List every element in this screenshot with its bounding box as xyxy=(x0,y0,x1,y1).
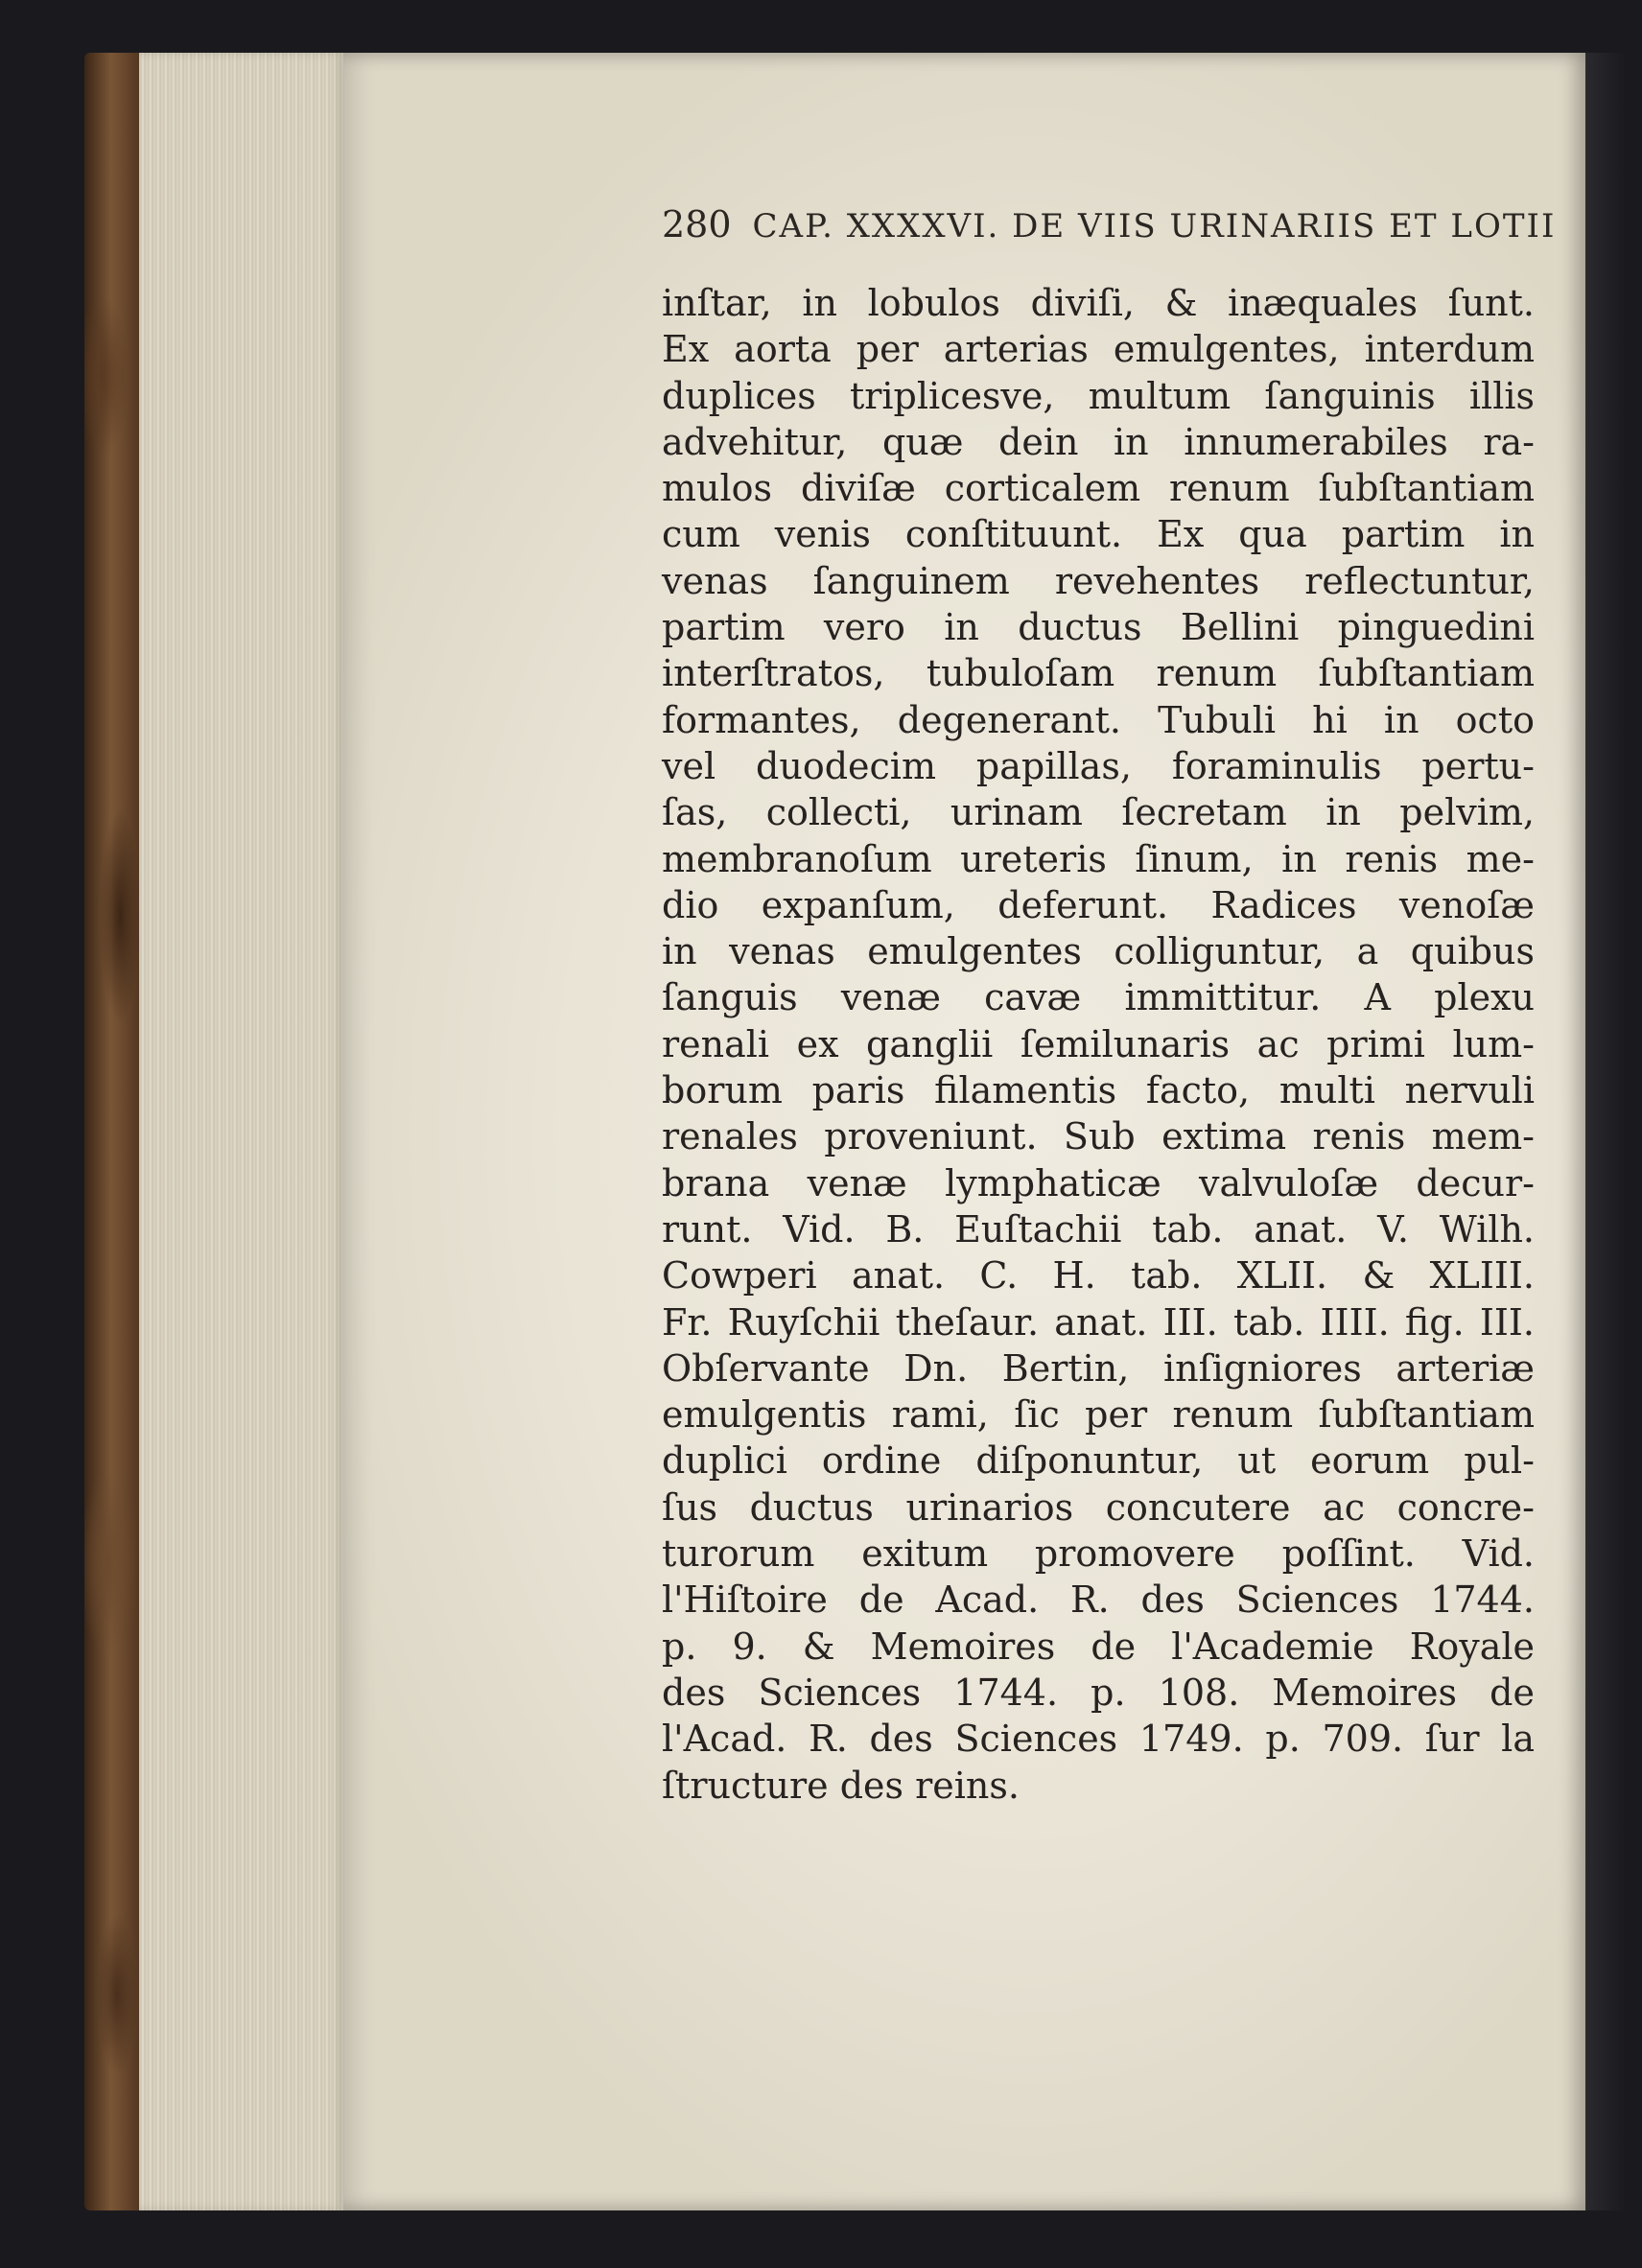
text-line: mulos diviſæ corticalem renum ſubſtantiam xyxy=(662,467,1535,510)
text-line: duplici ordine diſponuntur, ut eorum pul- xyxy=(662,1439,1535,1483)
text-line: advehitur, quæ dein in innumerabiles ra- xyxy=(662,420,1535,463)
text-line: brana venæ lymphaticæ valvuloſæ decur- xyxy=(662,1161,1535,1204)
text-line: in venas emulgentes colliguntur, a quibus xyxy=(662,930,1535,973)
text-line: runt. Vid. B. Euſtachii tab. anat. V. Wilh. xyxy=(662,1207,1535,1251)
facing-page-edge xyxy=(1585,53,1624,2210)
text-line: borum paris filamentis facto, multi nervuli xyxy=(662,1069,1535,1112)
text-line: ſanguis venæ cavæ immittitur. A plexu xyxy=(662,976,1535,1019)
text-line: ſus ductus urinarios concutere ac concre- xyxy=(662,1485,1535,1529)
text-line: vel duodecim papillas, foraminulis pertu- xyxy=(662,744,1535,787)
text-line: Cowperi anat. C. H. tab. XLII. & XLIII. xyxy=(662,1254,1535,1298)
text-line: venas ſanguinem revehentes reflectuntur, xyxy=(662,559,1535,602)
running-title: CAP. XXXXVI. DE VIIS URINARIIS ET LOTII xyxy=(752,207,1557,246)
text-line: Fr. Ruyſchii theſaur. anat. III. tab. IIII. fig. III. xyxy=(662,1300,1535,1344)
text-line: interſtratos, tubuloſam renum ſubſtantiam xyxy=(662,652,1535,695)
text-line: renali ex ganglii ſemilunaris ac primi lum- xyxy=(662,1022,1535,1065)
text-line: des Sciences 1744. p. 108. Memoires de xyxy=(662,1671,1535,1714)
text-line: emulgentis rami, ſic per renum ſubſtantiam xyxy=(662,1393,1535,1437)
text-line: cum venis conſtituunt. Ex qua partim in xyxy=(662,513,1535,556)
text-line: membranoſum ureteris ſinum, in renis me- xyxy=(662,837,1535,880)
leather-binding xyxy=(84,53,144,2210)
page-number: 280 xyxy=(662,203,732,246)
text-line: formantes, degenerant. Tubuli hi in octo xyxy=(662,698,1535,741)
text-line: turorum exitum promovere poſſint. Vid. xyxy=(662,1532,1535,1576)
text-line: duplices triplicesve, multum ſanguinis illis xyxy=(662,374,1535,417)
text-line: renales proveniunt. Sub extima renis mem- xyxy=(662,1115,1535,1158)
text-line: p. 9. & Memoires de l'Academie Royale xyxy=(662,1625,1535,1668)
text-line: dio expanſum, deferunt. Radices venoſæ xyxy=(662,883,1535,926)
text-line: ſtructure des reins. xyxy=(662,1764,1020,1807)
text-line: Obſervante Dn. Bertin, inſigniores arteriæ xyxy=(662,1346,1535,1390)
running-header xyxy=(662,203,1557,246)
text-line: Ex aorta per arterias emulgentes, interdum xyxy=(662,328,1535,371)
text-line: partim vero in ductus Bellini pinguedini xyxy=(662,606,1535,649)
body-text xyxy=(662,280,1535,1809)
text-line: ſas, collecti, urinam ſecretam in pelvim, xyxy=(662,791,1535,834)
text-line: inſtar, in lobulos diviſi, & inæquales ſunt. xyxy=(662,282,1535,324)
text-line: l'Hiſtoire de Acad. R. des Sciences 1744. xyxy=(662,1578,1535,1622)
page-edges xyxy=(139,53,345,2210)
text-line: l'Acad. R. des Sciences 1749. p. 709. ſur la xyxy=(662,1718,1535,1761)
